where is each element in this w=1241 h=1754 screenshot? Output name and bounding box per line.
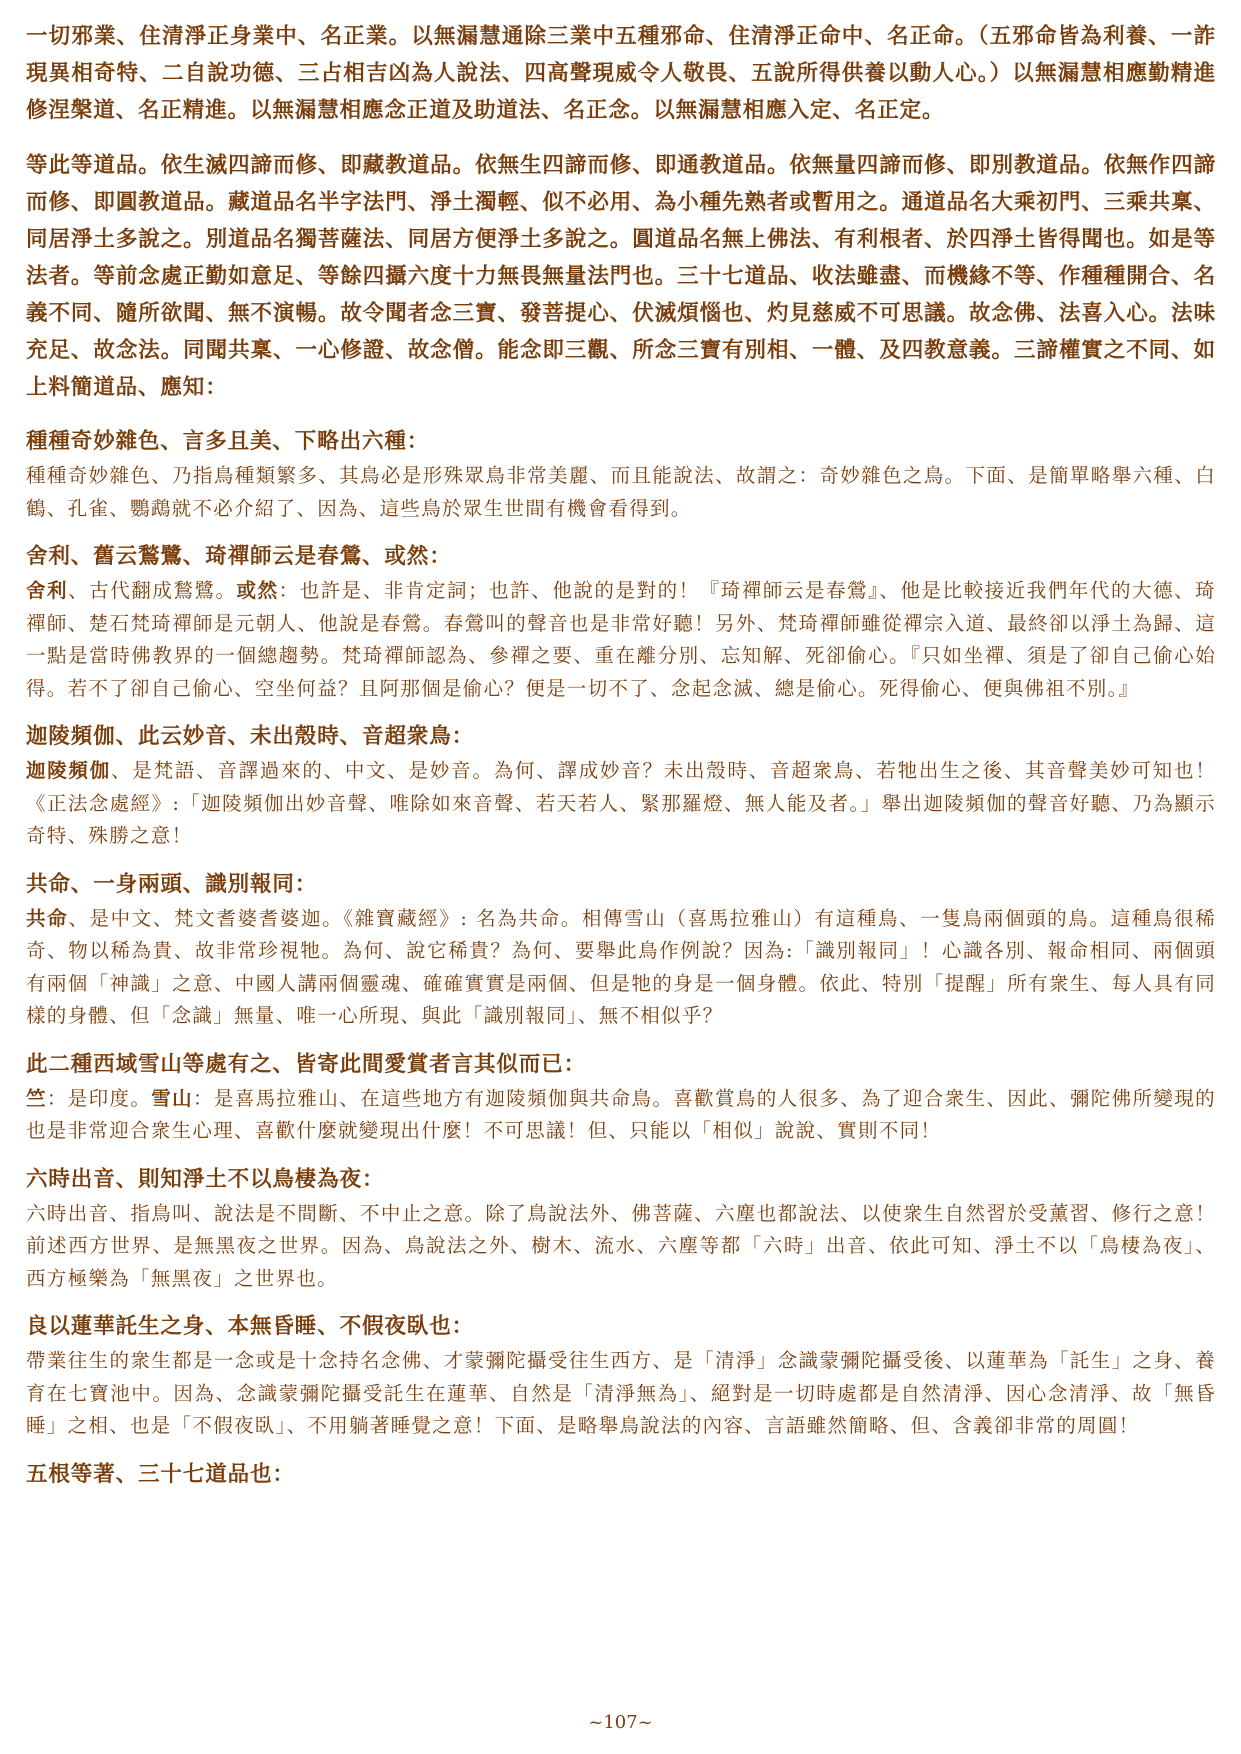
body-text: 、古代翻成鶖鷺。 bbox=[68, 579, 237, 602]
paragraph: 一切邪業、住清淨正身業中、名正業。以無漏慧通除三業中五種邪命、住清淨正命中、名正命。（五邪命皆為利養、一詐現異相奇特、二自說功德、三占相吉凶為人說法、四高聲現威令人敬畏、五說所得供養以動人心。）以無漏慧相應勤精進修涅槃道、名正精進。以無漏慧相應念正道及助道法、名正念。以無漏慧相應入定、名正定。 bbox=[26, 24, 1216, 123]
section-body bbox=[26, 575, 1216, 705]
term: 竺 bbox=[26, 1086, 47, 1110]
section-heading: 六時出音、則知淨土不以鳥棲為夜： bbox=[26, 1166, 385, 1192]
section-jivajivaka bbox=[26, 867, 1216, 1033]
section-body: 種種奇妙雜色、乃指鳥種類繁多、其鳥必是形殊眾鳥非常美麗、而且能說法、故謂之：奇妙雜色之鳥。下面、是簡單略舉六種、白鶴、孔雀、鸚鵡就不必介紹了、因為、這些鳥於眾生世間有機會看得到。 bbox=[26, 464, 1216, 520]
term: 迦陵頻伽 bbox=[26, 759, 112, 782]
body-text: ：是喜馬拉雅山、在這些地方有迦陵頻伽與共命鳥。喜歡賞鳥的人很多、為了迎合衆生、因此、彌陀佛所變現的也是非常迎合衆生心理、喜歡什麼就變現出什麼！不可思議！但、只能以「相似」說說、實則不同！ bbox=[26, 1086, 1216, 1142]
term: 共命 bbox=[26, 906, 69, 930]
term: 舍利 bbox=[26, 579, 69, 602]
term: 雪山 bbox=[151, 1086, 194, 1110]
body-text: ：也許是、非肯定詞；也許、他說的是對的！『琦禪師云是春鶯』、他是比較接近我們年代的大德、琦禪師、楚石梵琦禪師是元朝人、他說是春鶯。春鶯叫的聲音也是非常好聽！另外、梵琦禪師雖從禪宗入道、最終卻以淨土為歸、這一點是當時佛教界的一個總趨勢。梵琦禪師認為、參禪之要、重在離分別、忘知解、死卻偷心。『只如坐禪、須是了卻自己偷心始得。若不了卻自己偷心、空坐何益？且阿那個是偷心？便是一切不了、念起念滅、總是偷心。死得偷心、便與佛祖不別。』 bbox=[26, 579, 1216, 700]
body-text: 、是梵語、音譯過來的、中文、是妙音。為何、譯成妙音？未出殼時、音超衆鳥、若牠出生之後、其音聲美妙可知也！《正法念處經》:「迦陵頻伽出妙音聲、唯除如來音聲、若天若人、緊那羅燈、無人能及者。」舉出迦陵頻伽的聲音好聽、乃為顯示奇特、殊勝之意！ bbox=[26, 759, 1217, 847]
section-heading: 良以蓮華託生之身、本無昏睡、不假夜臥也： bbox=[26, 1314, 475, 1339]
section-six-times bbox=[26, 1162, 1216, 1296]
page-content bbox=[26, 18, 1216, 1507]
section-body bbox=[26, 755, 1216, 853]
section-body: 帶業往生的衆生都是一念或是十念持名念佛、才蒙彌陀攝受往生西方、是「清淨」念識蒙彌陀攝受後、以蓮華為「託生」之身、養育在七寶池中。因為、念識蒙彌陀攝受託生在蓮華、自然是「清淨無為」、絕對是一切時處都是自然清淨、因心念清淨、故「無昏睡」之相、也是「不假夜臥」、不用躺著睡覺之意！下面、是略舉鳥說法的內容、言語雖然簡略、但、含義卻非常的周圓！ bbox=[26, 1349, 1216, 1437]
section-heading: 種種奇妙雜色、言多且美、下略出六種： bbox=[26, 429, 430, 454]
section-heading: 此二種西域雪山等處有之、皆寄此間愛賞者言其似而已： bbox=[26, 1051, 587, 1077]
section-five-roots bbox=[26, 1457, 1216, 1493]
section-shari bbox=[26, 539, 1216, 705]
body-text: ：是印度。 bbox=[46, 1086, 152, 1110]
section-body bbox=[26, 903, 1216, 1033]
section-heading: 迦陵頻伽、此云妙音、未出殼時、音超衆鳥： bbox=[26, 724, 475, 749]
page-number: ~107~ bbox=[588, 1712, 653, 1733]
section-lotus-birth bbox=[26, 1309, 1216, 1443]
section-body: 六時出音、指鳥叫、說法是不間斷、不中止之意。除了鳥說法外、佛菩薩、六塵也都說法、以使衆生自然習於受薰習、修行之意！前述西方世界、是無黑夜之世界。因為、鳥說法之外、樹木、流水、六塵等都「六時」出音、依此可知、淨土不以「鳥棲為夜」、西方極樂為「無黑夜」之世界也。 bbox=[26, 1201, 1216, 1290]
section-birds-variety bbox=[26, 424, 1216, 525]
section-heading: 共命、一身兩頭、識別報同： bbox=[26, 871, 318, 897]
section-heading: 舍利、舊云鶖鷺、琦禪師云是春鶯、或然： bbox=[26, 544, 452, 569]
section-body bbox=[26, 1083, 1216, 1148]
body-text: 、是中文、梵文耆婆耆婆迦。《雜寶藏經》: 名為共命。相傳雪山（喜馬拉雅山）有這種鳥、一隻鳥兩個頭的鳥。這種鳥很稀奇、物以稀為貴、故非常珍視牠。為何、說它稀貴？為何、要舉此鳥作例說？因為:「識別報同」！心識各別、報命相同、兩個頭有兩個「神識」之意、中國人講兩個靈魂、確確實實是兩個、但是牠的身是一個身體。依此、特別「提醒」所有衆生、每人具有同樣的身體、但「念識」無量、唯一心所現、與此「識別報同」、無不相似乎？ bbox=[26, 906, 1216, 1027]
section-kalavinka bbox=[26, 719, 1216, 853]
term: 或然 bbox=[236, 579, 279, 602]
section-western-regions bbox=[26, 1047, 1216, 1148]
paragraph: 等此等道品。依生滅四諦而修、即藏教道品。依無生四諦而修、即通教道品。依無量四諦而修、即別教道品。依無作四諦而修、即圓教道品。藏道品名半字法門、淨土濁輕、似不必用、為小種先熟者或暫用之。通道品名大乘初門、三乘共稟、同居淨土多說之。別道品名獨菩薩法、同居方便淨土多說之。圓道品名無上佛法、有利根者、於四淨土皆得聞也。如是等法者。等前念處正勤如意足、等餘四攝六度十力無畏無量法門也。三十七道品、收法雖盡、而機緣不等、作種種開合、名義不同、隨所欲聞、無不演暢。故令聞者念三寶、發菩提心、伏滅煩惱也、灼見慈威不可思議。故念佛、法喜入心。法味充足、故念法。同聞共稟、一心修證、故念僧。能念即三觀、所念三寶有別相、一體、及四教意義。三諦權實之不同、如上料簡道品、應知： bbox=[26, 153, 1216, 400]
section-heading: 五根等著、三十七道品也： bbox=[26, 1461, 295, 1487]
